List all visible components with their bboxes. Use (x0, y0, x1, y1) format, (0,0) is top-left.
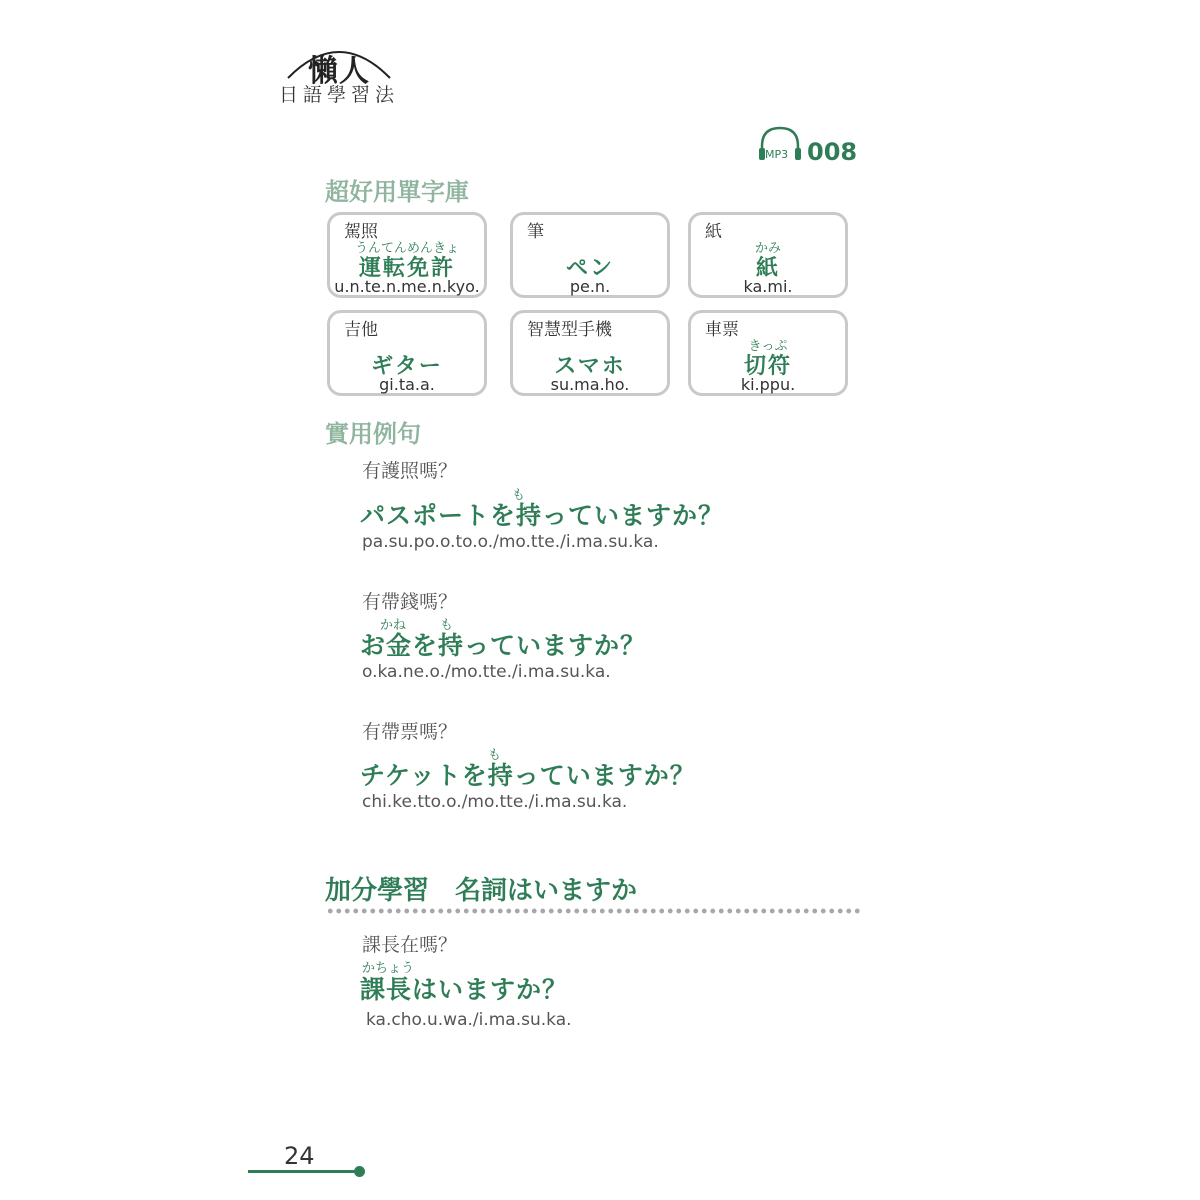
logo-subtitle: 日語學習法 (278, 84, 399, 106)
example-chinese: 有護照嗎？ (362, 460, 458, 482)
example-romaji: pa.su.po.o.to.o./mo.tte./i.ma.su.ka. (362, 532, 659, 552)
page-number-dot (354, 1166, 365, 1177)
example-furigana: も (440, 618, 454, 633)
vocab-furigana: うんてんめんきょ (354, 241, 459, 256)
example-chinese: 有帶票嗎？ (362, 721, 458, 743)
example-furigana: も (512, 488, 526, 503)
vocab-romaji: ki.ppu. (740, 375, 796, 394)
example-romaji: chi.ke.tto.o./mo.tte./i.ma.su.ka. (362, 792, 628, 812)
example-japanese: パスポートを持っていますか？ (360, 501, 725, 530)
bonus-romaji: ka.cho.u.wa./i.ma.su.ka. (366, 1010, 572, 1030)
bonus-japanese: 課長はいますか？ (360, 975, 569, 1004)
vocab-japanese: ペン (565, 256, 614, 281)
vocab-japanese: 紙 (755, 256, 780, 281)
bonus-furigana: かちょう (362, 961, 415, 976)
vocab-chinese: 筆 (527, 222, 544, 242)
vocab-card (510, 212, 670, 298)
vocab-japanese: 切符 (743, 354, 792, 379)
example-romaji: o.ka.ne.o./mo.tte./i.ma.su.ka. (362, 662, 611, 682)
vocab-chinese: 紙 (705, 222, 722, 242)
vocab-chinese: 駕照 (344, 222, 378, 242)
vocab-romaji: gi.ta.a. (379, 375, 435, 394)
vocab-section-title: 超好用單字庫 (325, 178, 469, 206)
vocab-romaji: pe.n. (569, 277, 611, 296)
vocab-chinese: 車票 (705, 320, 739, 340)
bonus-chinese: 課長在嗎？ (362, 934, 458, 956)
page-number: 24 (284, 1142, 315, 1170)
vocab-romaji: su.ma.ho. (550, 375, 630, 394)
mp3-label: MP3 (765, 148, 789, 161)
examples-section-title: 實用例句 (325, 420, 421, 448)
example-furigana: も (488, 748, 502, 763)
example-japanese: お金を持っていますか？ (360, 631, 647, 660)
vocab-card (327, 212, 487, 298)
vocab-chinese: 吉他 (344, 320, 378, 340)
vocab-card (510, 310, 670, 396)
mp3-track-badge[interactable] (756, 124, 856, 168)
vocab-romaji: ka.mi. (743, 277, 793, 296)
vocab-card (688, 310, 848, 396)
headphones-icon (756, 124, 806, 168)
vocab-romaji: u.n.te.n.me.n.kyo. (334, 277, 480, 296)
vocab-card (688, 212, 848, 298)
logo-title: 懶人 (308, 54, 370, 89)
vocab-furigana: かみ (754, 241, 781, 256)
vocab-card (327, 310, 487, 396)
vocab-japanese: 運転免許 (358, 256, 455, 281)
vocab-japanese: ギター (371, 354, 443, 379)
vocab-chinese: 智慧型手機 (527, 320, 612, 340)
page-number-rule (248, 1170, 360, 1173)
example-furigana: かね (380, 618, 407, 633)
dotted-divider (326, 908, 860, 914)
vocab-furigana: きっぷ (748, 339, 788, 354)
bonus-section-title: 加分學習 名詞はいますか (325, 876, 638, 906)
mp3-track-number: 008 (807, 138, 858, 166)
book-logo (278, 40, 400, 104)
example-japanese: チケットを持っていますか？ (360, 761, 696, 790)
vocab-japanese: スマホ (554, 354, 626, 379)
example-chinese: 有帶錢嗎？ (362, 591, 458, 613)
